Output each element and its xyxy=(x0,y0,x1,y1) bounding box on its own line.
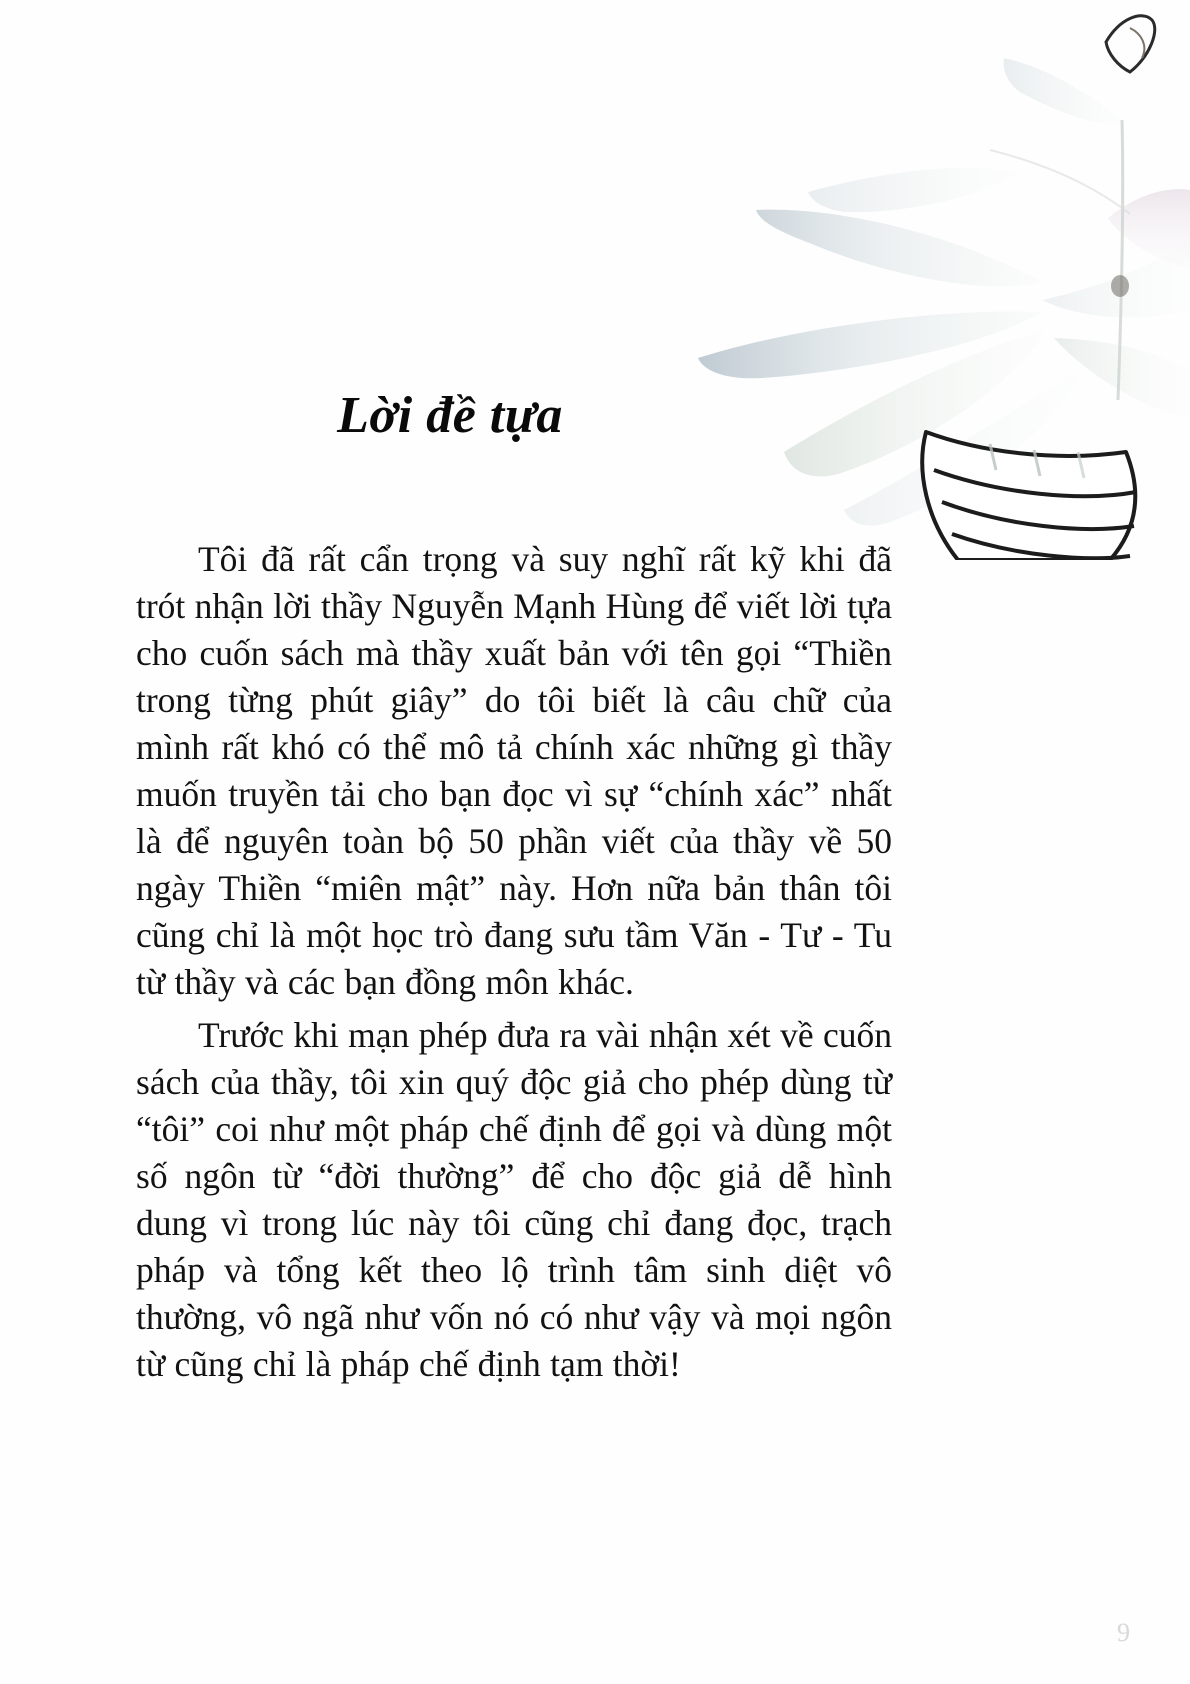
leaf-shape xyxy=(1042,240,1190,317)
leaf-shape xyxy=(756,210,1042,287)
paragraph: Tôi đã rất cẩn trọng và suy nghĩ rất kỹ khi đã trót nhận lời thầy Nguyễn Mạnh Hùng để viết lời tựa cho cuốn sách mà thầy xuất bản với tên gọi “Thiền trong từng phút giây” do tôi biết là câu chữ của mình rất khó có thể mô tả chính xác những gì thầy muốn truyền tải cho bạn đọc vì sự “chính xác” nhất là để nguyên toàn bộ 50 phần viết của thầy về 50 ngày Thiền “miên mật” này. Hơn nữa bản thân tôi cũng chỉ là một học trò đang sưu tầm Văn - Tư - Tu từ thầy và các bạn đồng môn khác. xyxy=(136,539,892,1002)
page-title-container xyxy=(0,352,900,479)
page-number: 9 xyxy=(1117,1618,1130,1647)
blossom-shape xyxy=(1108,189,1190,268)
leaf-shape xyxy=(1004,58,1124,125)
bud-outline xyxy=(1106,16,1155,72)
bud-detail xyxy=(1130,28,1144,58)
stem-line xyxy=(990,150,1130,214)
stem-line xyxy=(1118,120,1123,400)
paragraph: Trước khi mạn phép đưa ra vài nhận xét về cuốn sách của thầy, tôi xin quý độc giả cho phép dùng từ “tôi” coi như một pháp chế định để gọi và dùng một số ngôn từ “đời thường” để cho độc giả dễ hình dung vì trong lúc này tôi cũng chỉ đang đọc, trạch pháp và tổng kết theo lộ trình tâm sinh diệt vô thường, vô ngã như vốn nó có như vậy và mọi ngôn từ cũng chỉ là pháp chế định tạm thời! xyxy=(136,1015,892,1384)
leaf-shape xyxy=(1054,338,1190,420)
vase-shape xyxy=(922,432,1136,560)
bud-shape xyxy=(1111,275,1129,297)
body-text xyxy=(136,536,892,1388)
page-title: Lời đề tựa xyxy=(337,386,563,444)
leaf-shape xyxy=(808,168,1020,212)
